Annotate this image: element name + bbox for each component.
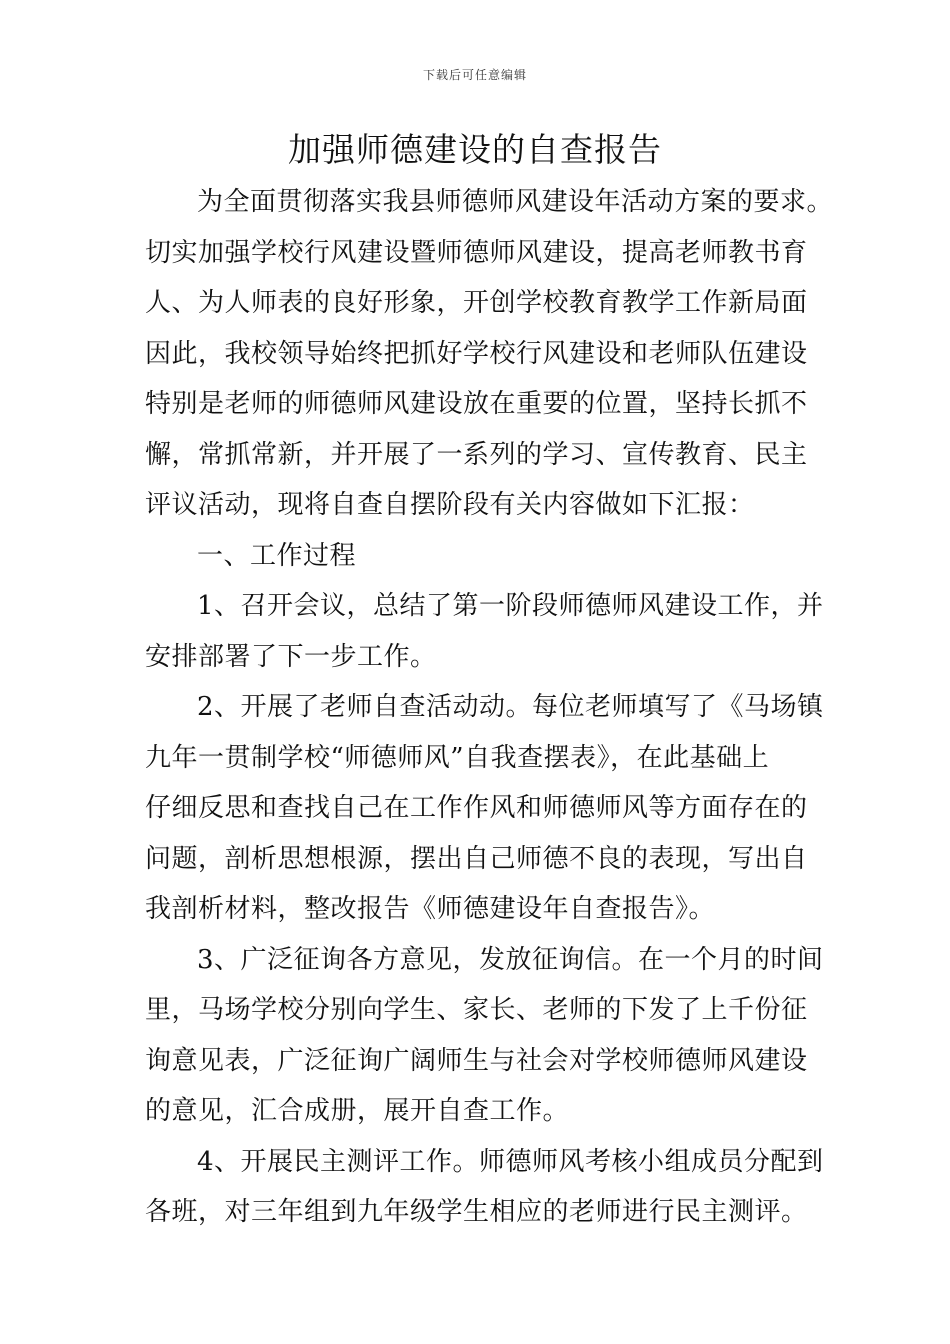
text-line: 懈，常抓常新，并开展了一系列的学习、宣传教育、民主 [145,439,808,470]
text-line: 九年一贯制学校“师德师风”自我查摆表》，在此基础上 [145,742,770,773]
text-line: 因此，我校领导始终把抓好学校行风建设和老师队伍建设 [145,338,808,369]
text-line: 切实加强学校行风建设暨师德师风建设，提高老师教书育 [145,237,808,268]
text-line: 我剖析材料，整改报告《师德建设年自查报告》。 [145,894,716,924]
text-line: 特别是老师的师德师风建设放在重要的位置，坚持长抓不 [145,389,808,419]
text-line: 询意见表，广泛征询广阔师生与社会对学校师德师风建设 [145,1045,808,1076]
text-line: 一、工作过程 [197,540,357,571]
text-line: 1、召开会议，总结了第一阶段师德师风建设工作，并 [197,591,824,621]
text-line: 里，马场学校分别向学生、家长、老师的下发了上千份征 [145,995,808,1025]
text-line: 2、开展了老师自查活动动。每位老师填写了《马场镇 [197,692,824,722]
header-note: 下载后可任意编辑 [422,68,527,82]
text-line: 的意见，汇合成册，展开自查工作。 [145,1096,570,1126]
text-line: 评议活动，现将自查自摆阶段有关内容做如下汇报： [145,490,755,520]
document-title: 加强师德建设的自查报告 [288,130,662,169]
text-line: 安排部署了下一步工作。 [145,641,437,672]
text-line: 人、为人师表的良好形象，开创学校教育教学工作新局面 [145,288,808,318]
text-line: 为全面贯彻落实我县师德师风建设年活动方案的要求。 [197,187,834,217]
text-line: 仔细反思和查找自己在工作作风和师德师风等方面存在的 [145,793,808,823]
text-line: 问题，剖析思想根源，摆出自己师德不良的表现，写出自 [145,843,808,874]
text-line: 各班，对三年组到九年级学生相应的老师进行民主测评。 [145,1197,808,1227]
text-line: 4、开展民主测评工作。师德师风考核小组成员分配到 [197,1146,824,1177]
text-line: 3、广泛征询各方意见，发放征询信。在一个月的时间 [197,944,824,975]
